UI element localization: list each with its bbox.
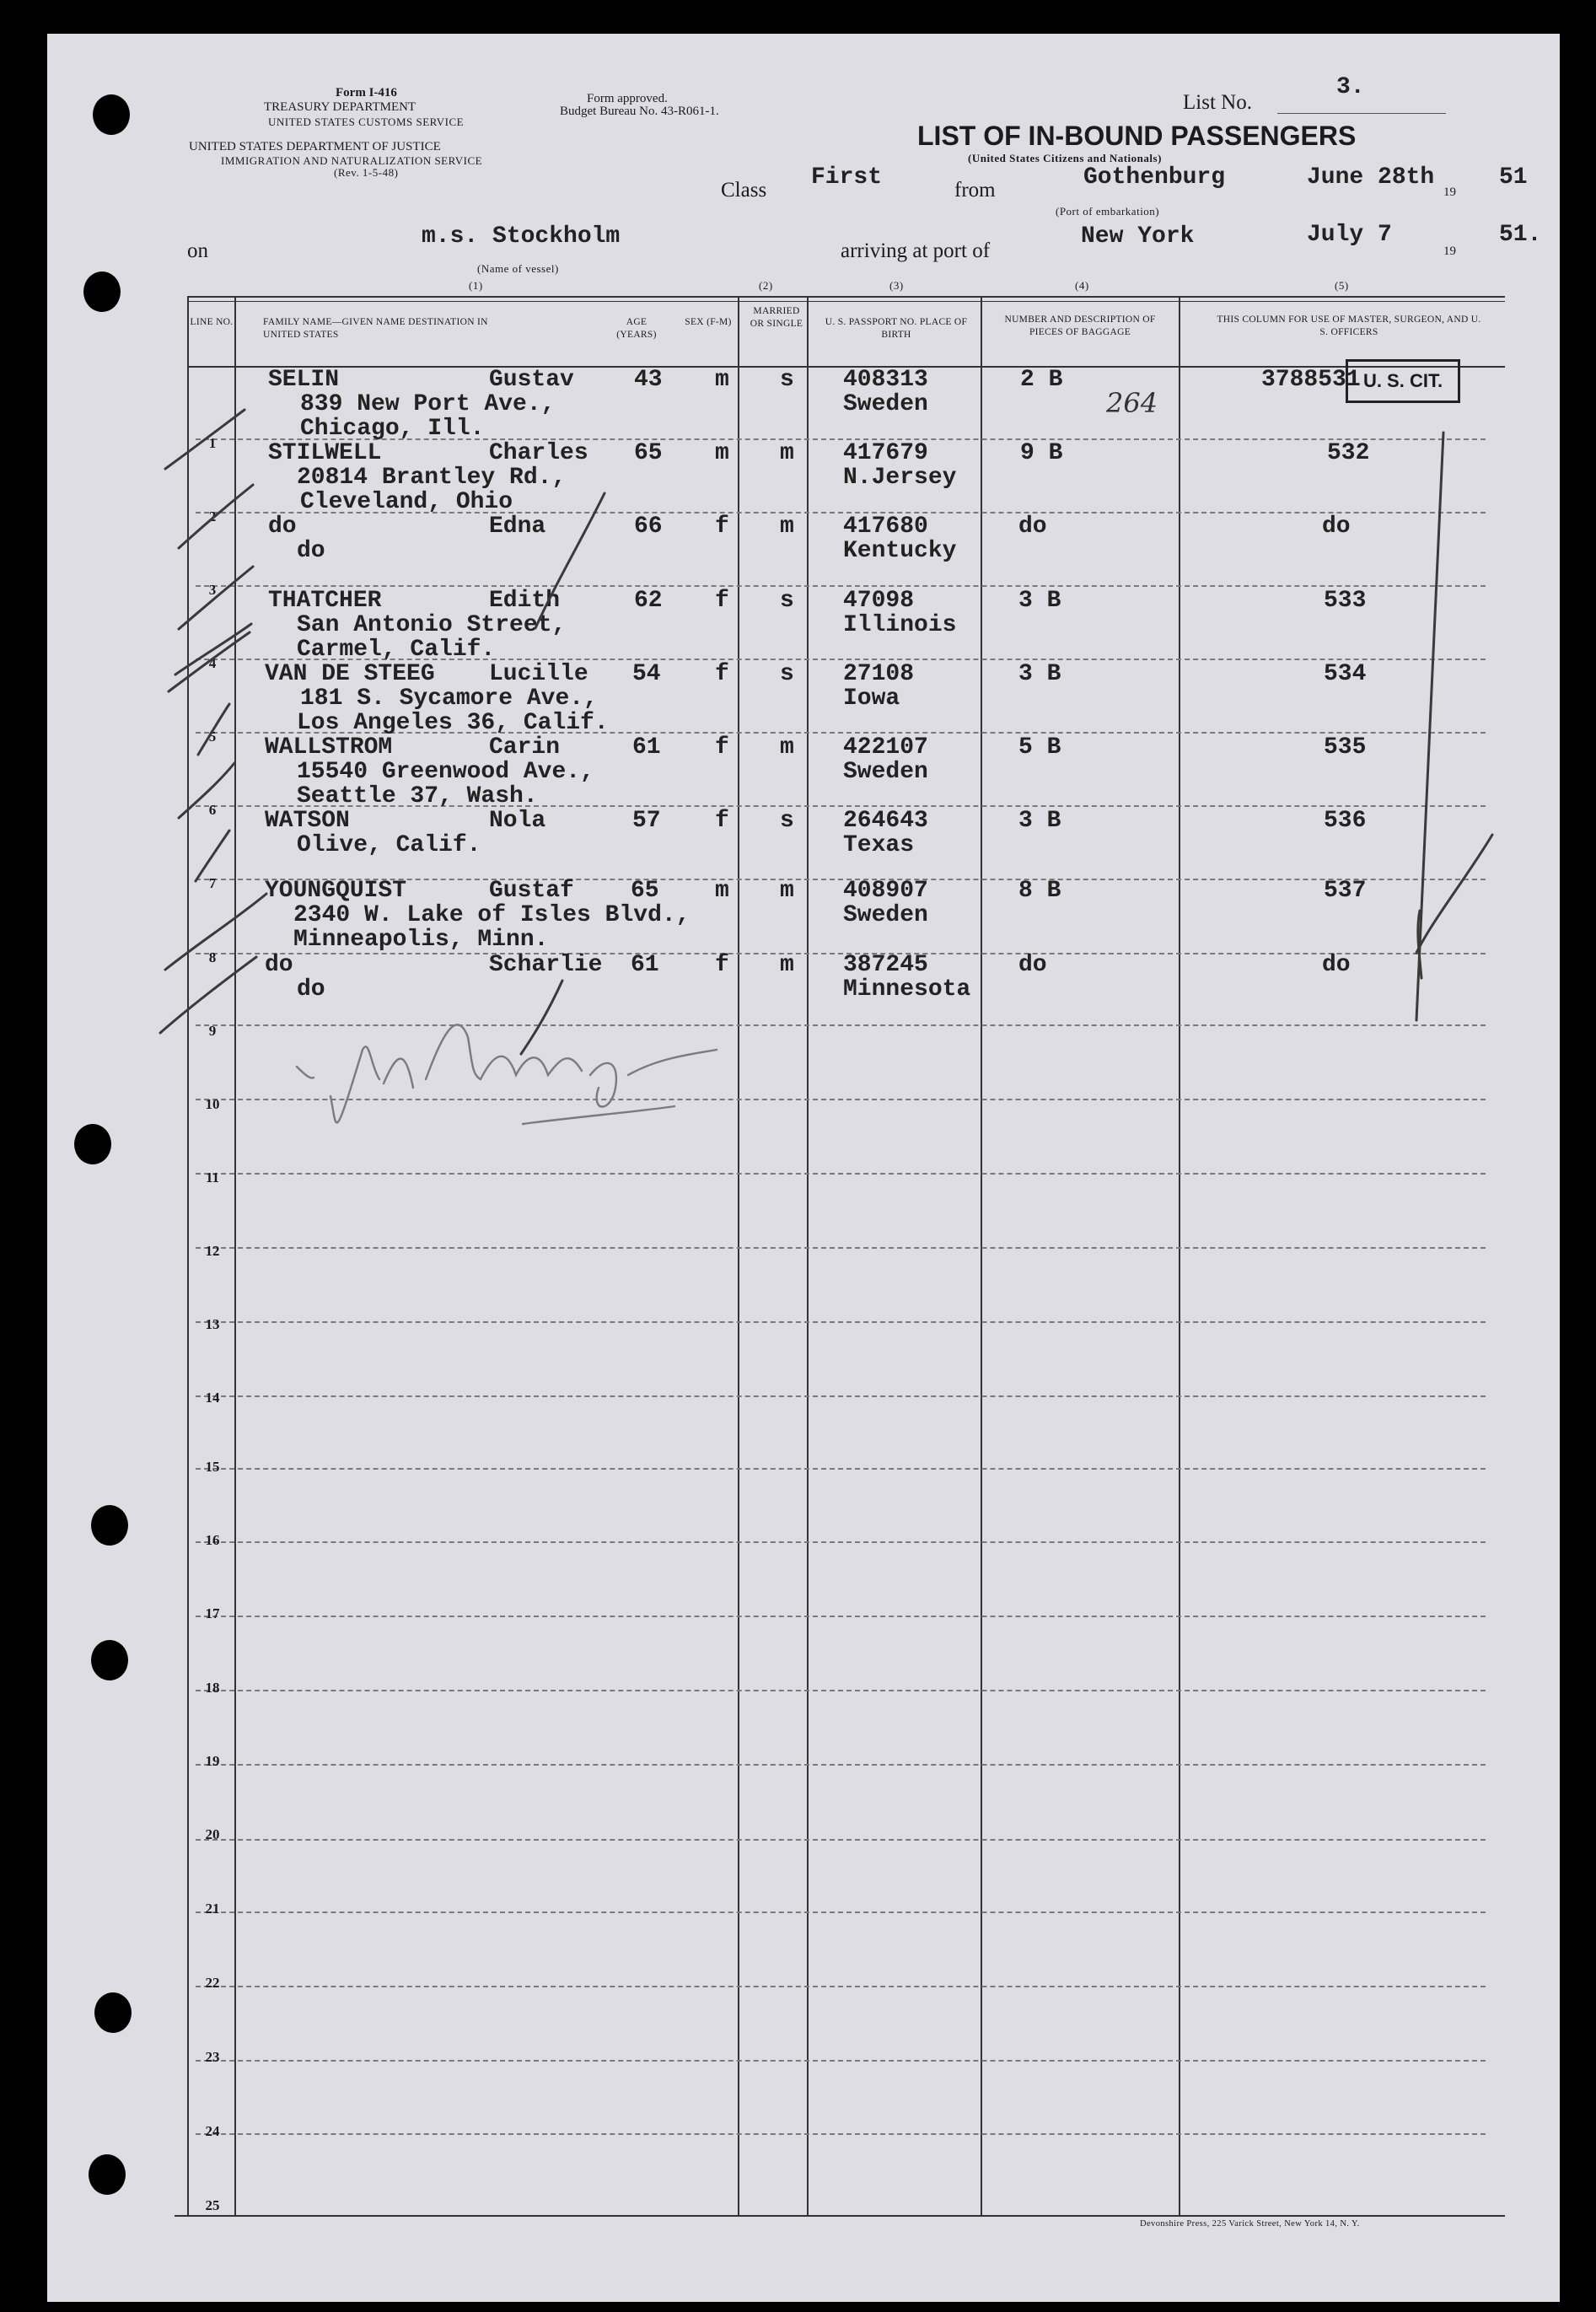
arrival-year-value: 51.: [1499, 222, 1542, 248]
passenger-given-name: Gustaf: [489, 878, 574, 904]
check-mark: [175, 624, 251, 675]
passenger-marital: s: [780, 588, 794, 614]
passenger-passport: 387245: [843, 952, 928, 978]
page-title: LIST OF IN-BOUND PASSENGERS: [917, 121, 1357, 151]
line-number: 17: [205, 1605, 220, 1621]
passenger-address: 2340 W. Lake of Isles Blvd.,: [293, 902, 691, 928]
column-number: (4): [1075, 279, 1089, 292]
passenger-family-name: do: [265, 952, 293, 978]
line-number: 7: [208, 875, 217, 891]
line-number: 25: [205, 2197, 220, 2213]
col-header-name: FAMILY NAME—GIVEN NAME DESTINATION IN UNITED STATES: [263, 317, 488, 340]
line-number: 24: [205, 2123, 220, 2139]
passenger-baggage: 9 B: [1020, 440, 1063, 466]
passenger-birthplace: Kentucky: [843, 538, 957, 564]
officer-number: 537: [1324, 878, 1367, 904]
arrival-year-prefix: 19: [1443, 245, 1456, 258]
check-mark: [179, 485, 253, 548]
list-no-label: List No.: [1183, 91, 1252, 114]
passenger-passport: 27108: [843, 661, 915, 687]
passenger-family-name: THATCHER: [268, 588, 382, 614]
passenger-given-name: Scharlie: [489, 952, 603, 978]
check-mark: [169, 632, 250, 691]
passenger-address: Olive, Calif.: [297, 832, 481, 858]
passenger-address: Chicago, Ill.: [300, 416, 485, 442]
passenger-address: Los Angeles 36, Calif.: [297, 710, 609, 736]
passenger-baggage: 3 B: [1018, 661, 1061, 687]
line-number: 1: [208, 435, 217, 451]
passenger-address: Cleveland, Ohio: [300, 489, 513, 515]
line-number: 9: [208, 1023, 217, 1039]
passenger-marital: m: [780, 513, 794, 540]
arrival-date-value: July 7: [1307, 222, 1392, 248]
officer-number: do: [1322, 952, 1351, 978]
passenger-sex: m: [715, 878, 729, 904]
passenger-age: 65: [634, 440, 663, 466]
passenger-passport: 264643: [843, 808, 928, 834]
passenger-baggage: 3 B: [1018, 808, 1061, 834]
line-number: 12: [205, 1243, 220, 1259]
passenger-birthplace: Illinois: [843, 612, 957, 638]
line-number: 18: [205, 1680, 220, 1696]
verification-stroke: [521, 981, 562, 1054]
passenger-marital: m: [780, 734, 794, 761]
passenger-baggage: do: [1018, 952, 1047, 978]
line-number: 23: [205, 2049, 220, 2065]
line-number: 4: [208, 655, 217, 671]
passenger-given-name: Lucille: [489, 661, 588, 687]
passenger-baggage: 2 B: [1020, 367, 1063, 393]
passenger-family-name: YOUNGQUIST: [265, 878, 407, 904]
passenger-given-name: Carin: [489, 734, 561, 761]
from-label: from: [954, 179, 996, 202]
signature: [297, 1024, 717, 1124]
from-year-prefix: 19: [1443, 185, 1456, 199]
col-header-officers: THIS COLUMN FOR USE OF MASTER, SURGEON, AND U. S. OFFICERS: [1217, 315, 1481, 337]
line-number: 14: [205, 1390, 220, 1406]
vessel-label: (Name of vessel): [477, 262, 559, 275]
bracket-line: [1416, 835, 1492, 953]
check-mark: [198, 704, 229, 755]
col-header-baggage: NUMBER AND DESCRIPTION OF PIECES OF BAGGAGE: [1004, 315, 1156, 337]
passenger-sex: f: [715, 734, 729, 761]
passenger-marital: m: [780, 952, 794, 978]
passenger-marital: s: [780, 661, 794, 687]
line-number: 5: [208, 729, 217, 745]
budget-bureau: Budget Bureau No. 43-R061-1.: [560, 105, 719, 118]
page-subtitle: (United States Citizens and Nationals): [968, 152, 1162, 164]
check-mark: [165, 410, 245, 469]
passenger-birthplace: Iowa: [843, 686, 900, 712]
passenger-given-name: Gustav: [489, 367, 574, 393]
passenger-address: 20814 Brantley Rd.,: [297, 465, 567, 491]
passenger-given-name: Edna: [489, 513, 546, 540]
passenger-passport: 408313: [843, 367, 928, 393]
passenger-baggage: 5 B: [1018, 734, 1061, 761]
on-label: on: [187, 239, 208, 262]
from-port-value: Gothenburg: [1083, 164, 1226, 191]
check-mark: [196, 831, 229, 881]
passenger-age: 61: [632, 734, 661, 761]
passenger-sex: f: [715, 588, 729, 614]
line-number: 20: [205, 1826, 220, 1842]
passenger-sex: f: [715, 808, 729, 834]
col-header-passport: U. S. PASSPORT NO. PLACE OF BIRTH: [825, 317, 968, 340]
passenger-age: 65: [631, 878, 659, 904]
passenger-sex: f: [715, 661, 729, 687]
check-mark: [179, 567, 253, 629]
officer-number: 534: [1324, 661, 1367, 687]
passenger-given-name: Edith: [489, 588, 561, 614]
passenger-address: 839 New Port Ave.,: [300, 391, 556, 417]
line-number: 11: [205, 1169, 220, 1186]
passenger-marital: s: [780, 808, 794, 834]
passenger-passport: 408907: [843, 878, 928, 904]
passenger-birthplace: Sweden: [843, 759, 928, 785]
passenger-family-name: WALLSTROM: [265, 734, 393, 761]
column-number: (2): [759, 279, 773, 292]
passenger-address: do: [297, 538, 325, 564]
passenger-birthplace: Sweden: [843, 391, 928, 417]
column-number: (1): [469, 279, 483, 292]
passenger-birthplace: Texas: [843, 832, 915, 858]
check-mark: [160, 957, 256, 1033]
check-mark: [165, 894, 266, 970]
class-label: Class: [721, 179, 767, 202]
line-number: 19: [205, 1753, 220, 1769]
verification-stroke: [535, 493, 605, 628]
line-number: 10: [205, 1096, 220, 1112]
check-mark: [179, 763, 234, 818]
passenger-sex: m: [715, 440, 729, 466]
bracket-line: [1416, 433, 1443, 1020]
passenger-baggage: 3 B: [1018, 588, 1061, 614]
passenger-marital: s: [780, 367, 794, 393]
treasury-dept: TREASURY DEPARTMENT: [264, 100, 416, 114]
passenger-family-name: VAN DE STEEG: [265, 661, 435, 687]
port-embarkation-label: (Port of embarkation): [1056, 205, 1160, 218]
passenger-address: San Antonio Street,: [297, 612, 567, 638]
passenger-address: 181 S. Sycamore Ave.,: [300, 686, 598, 712]
form-approved: Form approved.: [587, 92, 668, 105]
officer-number: 533: [1324, 588, 1367, 614]
class-value: First: [811, 164, 883, 191]
passenger-sex: m: [715, 367, 729, 393]
passenger-given-name: Nola: [489, 808, 546, 834]
passenger-passport: 47098: [843, 588, 915, 614]
column-number: (5): [1335, 279, 1349, 292]
handwritten-note: 264: [1106, 387, 1158, 419]
passenger-age: 43: [634, 367, 663, 393]
passenger-passport: 417679: [843, 440, 928, 466]
justice-dept: UNITED STATES DEPARTMENT OF JUSTICE: [189, 140, 441, 153]
passenger-birthplace: Minnesota: [843, 976, 971, 1003]
line-number: 3: [208, 582, 217, 598]
passenger-address: do: [297, 976, 325, 1003]
passenger-marital: m: [780, 440, 794, 466]
passenger-age: 66: [634, 513, 663, 540]
passenger-birthplace: Sweden: [843, 902, 928, 928]
passenger-passport: 422107: [843, 734, 928, 761]
passenger-passport: 417680: [843, 513, 928, 540]
passenger-age: 61: [631, 952, 659, 978]
col-header-line: LINE NO.: [190, 317, 234, 327]
passenger-baggage: 8 B: [1018, 878, 1061, 904]
col-header-age: AGE (YEARS): [616, 317, 657, 340]
line-number: 15: [205, 1459, 220, 1475]
officer-number: 3788531: [1261, 367, 1361, 393]
passenger-sex: f: [715, 952, 729, 978]
officer-number: do: [1322, 513, 1351, 540]
officer-number: 532: [1327, 440, 1370, 466]
passenger-age: 54: [632, 661, 661, 687]
col-header-married: MARRIED OR SINGLE: [750, 306, 803, 329]
arriving-label: arriving at port of: [841, 239, 991, 262]
passenger-age: 62: [634, 588, 663, 614]
list-no-value: 3.: [1336, 74, 1365, 100]
passenger-given-name: Charles: [489, 440, 588, 466]
passenger-address: Seattle 37, Wash.: [297, 783, 538, 809]
revision: (Rev. 1-5-48): [334, 166, 399, 179]
passenger-sex: f: [715, 513, 729, 540]
passenger-birthplace: N.Jersey: [843, 465, 957, 491]
us-citizen-stamp: U. S. CIT.: [1346, 359, 1460, 403]
passenger-baggage: do: [1018, 513, 1047, 540]
from-date-value: June 28th: [1307, 164, 1435, 191]
passenger-address: Minneapolis, Minn.: [293, 927, 549, 953]
column-number: (3): [889, 279, 904, 292]
line-number: 13: [205, 1316, 220, 1332]
passenger-address: Carmel, Calif.: [297, 637, 496, 663]
vessel-value: m.s. Stockholm: [422, 223, 621, 250]
passenger-age: 57: [632, 808, 661, 834]
passenger-family-name: do: [268, 513, 297, 540]
line-number: 8: [208, 949, 217, 965]
line-number: 16: [205, 1532, 220, 1548]
col-header-sex: SEX (F-M): [685, 317, 732, 327]
customs-service: UNITED STATES CUSTOMS SERVICE: [268, 116, 465, 128]
footer-imprint: Devonshire Press, 225 Varick Street, New York 14, N. Y.: [1140, 2219, 1360, 2229]
passenger-family-name: WATSON: [265, 808, 350, 834]
passenger-address: 15540 Greenwood Ave.,: [297, 759, 594, 785]
passenger-family-name: SELIN: [268, 367, 340, 393]
line-number: 2: [208, 508, 217, 524]
ins-service: IMMIGRATION AND NATURALIZATION SERVICE: [221, 154, 483, 167]
passenger-family-name: STILWELL: [268, 440, 382, 466]
form-number: Form I-416: [336, 86, 397, 99]
arrival-port-value: New York: [1081, 223, 1195, 250]
line-number: 6: [208, 802, 217, 818]
passenger-marital: m: [780, 878, 794, 904]
line-number: 22: [205, 1975, 220, 1991]
from-year-value: 51: [1499, 164, 1528, 191]
officer-number: 535: [1324, 734, 1367, 761]
line-number: 21: [205, 1901, 220, 1917]
officer-number: 536: [1324, 808, 1367, 834]
